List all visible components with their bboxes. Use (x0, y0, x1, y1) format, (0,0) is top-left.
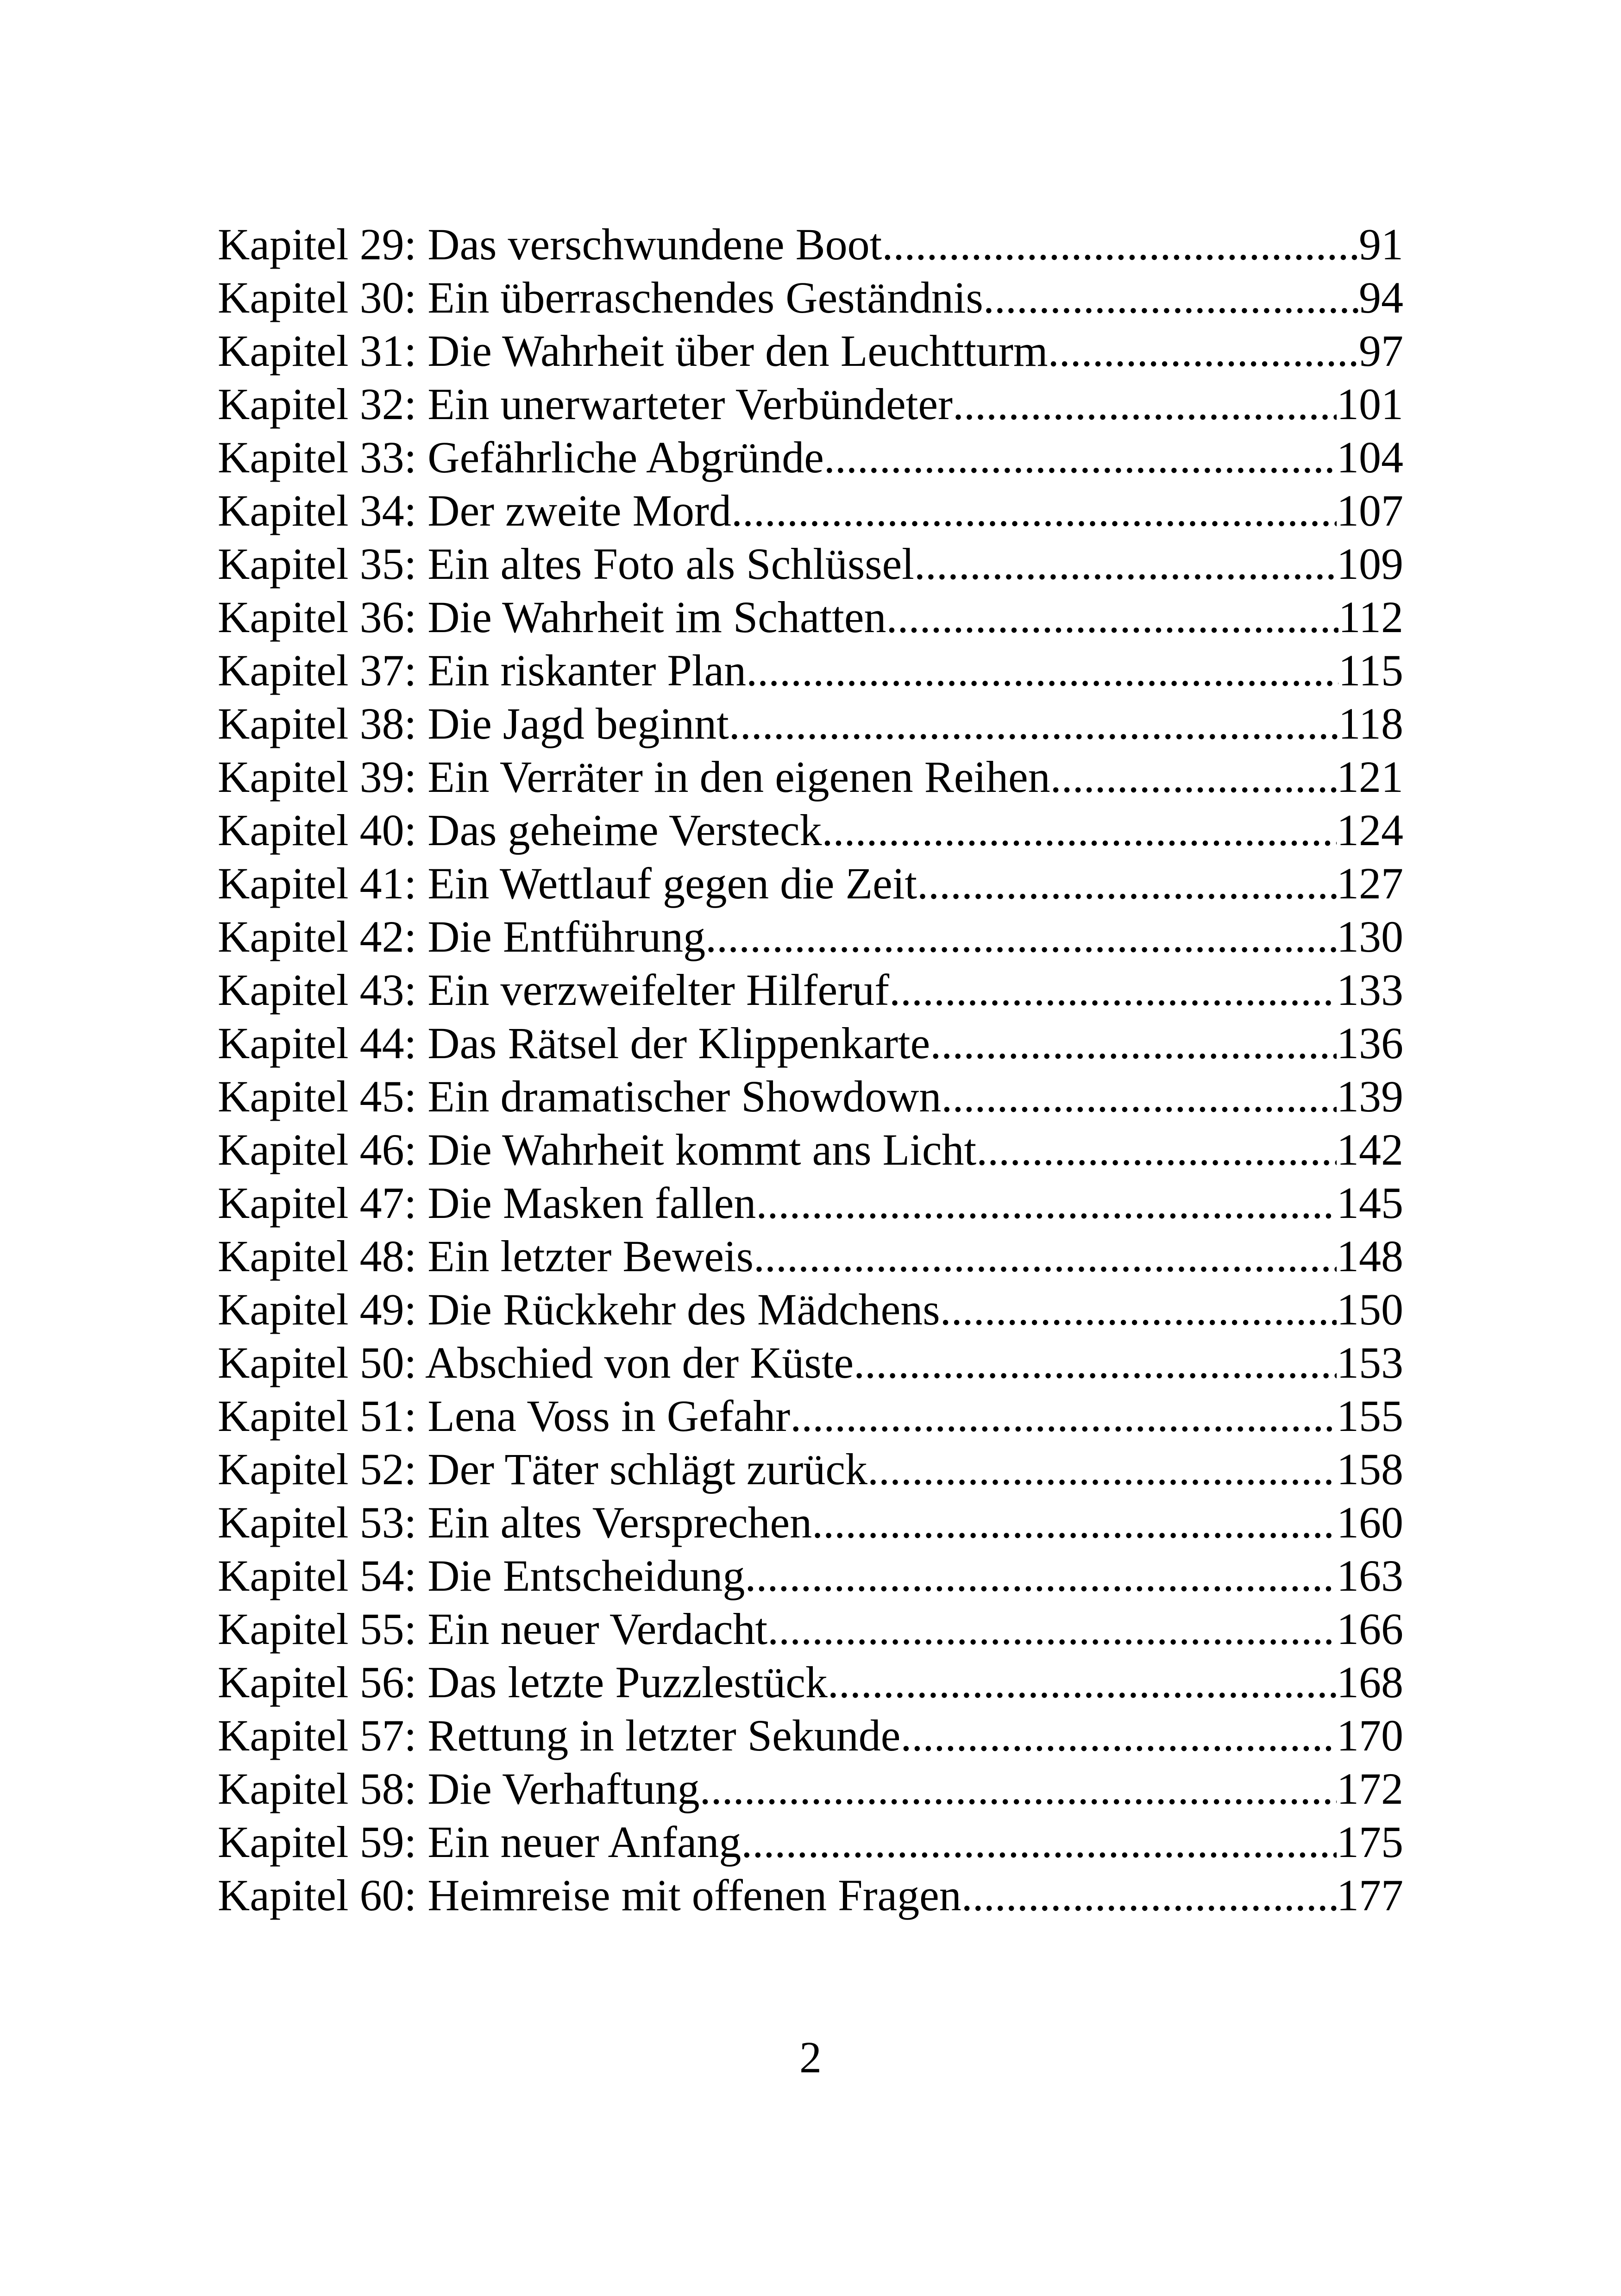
toc-entry-page: 104 (1337, 433, 1403, 482)
toc-entry-title: Kapitel 49: Die Rückkehr des Mädchens (218, 1285, 940, 1334)
toc-entry-page: 133 (1337, 965, 1403, 1015)
toc-entry (218, 1815, 1403, 1869)
toc-entry-title: Kapitel 39: Ein Verräter in den eigenen Reihen (218, 752, 1050, 802)
toc-entry-page: 91 (1359, 220, 1403, 269)
toc-dot-leader (1050, 750, 1337, 803)
toc-entry-page: 136 (1337, 1018, 1403, 1068)
toc-entry (218, 271, 1403, 324)
toc-entry-page: 170 (1337, 1711, 1403, 1760)
toc-entry (218, 1709, 1403, 1762)
toc-entry (218, 431, 1403, 484)
toc-dot-leader (867, 1443, 1337, 1496)
toc-entry-title: Kapitel 29: Das verschwundene Boot (218, 220, 882, 269)
toc-entry (218, 1602, 1403, 1656)
toc-entry-page: 115 (1338, 646, 1403, 695)
toc-entry (218, 1283, 1403, 1336)
toc-entry-page: 121 (1337, 752, 1403, 802)
toc-dot-leader (767, 1602, 1337, 1656)
toc-entry (218, 1762, 1403, 1815)
toc-dot-leader (940, 1283, 1337, 1336)
toc-entry-page: 97 (1359, 326, 1403, 376)
toc-entry-page: 163 (1337, 1551, 1403, 1600)
toc-entry-page: 168 (1337, 1657, 1403, 1707)
toc-dot-leader (882, 218, 1359, 271)
toc-entry (218, 1176, 1403, 1230)
toc-entry-page: 142 (1337, 1125, 1403, 1174)
toc-dot-leader (953, 377, 1337, 431)
toc-entry-page: 124 (1337, 805, 1403, 855)
toc-entry-title: Kapitel 45: Ein dramatischer Showdown (218, 1072, 942, 1121)
toc-entry-page: 175 (1337, 1817, 1403, 1867)
toc-dot-leader (889, 963, 1337, 1016)
toc-entry (218, 697, 1403, 750)
toc-dot-leader (854, 1336, 1337, 1389)
toc-entry-title: Kapitel 48: Ein letzter Beweis (218, 1231, 754, 1281)
toc-entry-page: 94 (1359, 273, 1403, 322)
toc-entry (218, 963, 1403, 1016)
toc-dot-leader (828, 1656, 1337, 1709)
toc-entry-title: Kapitel 56: Das letzte Puzzlestück (218, 1657, 828, 1707)
toc-entry-page: 172 (1337, 1764, 1403, 1813)
toc-entry-title: Kapitel 57: Rettung in letzter Sekunde (218, 1711, 901, 1760)
toc-entry (218, 910, 1403, 963)
toc-entry-title: Kapitel 41: Ein Wettlauf gegen die Zeit (218, 859, 917, 908)
table-of-contents (218, 218, 1403, 1922)
toc-entry-page: 177 (1337, 1870, 1403, 1920)
toc-dot-leader (756, 1176, 1337, 1230)
toc-dot-leader (741, 1815, 1337, 1869)
toc-dot-leader (983, 271, 1359, 324)
toc-dot-leader (961, 1869, 1337, 1922)
toc-dot-leader (729, 697, 1338, 750)
toc-entry-page: 150 (1337, 1285, 1403, 1334)
toc-entry (218, 750, 1403, 803)
toc-entry (218, 590, 1403, 644)
toc-entry-title: Kapitel 53: Ein altes Versprechen (218, 1498, 812, 1547)
toc-entry-title: Kapitel 59: Ein neuer Anfang (218, 1817, 741, 1867)
toc-entry-title: Kapitel 31: Die Wahrheit über den Leuchtturm (218, 326, 1048, 376)
toc-entry-title: Kapitel 37: Ein riskanter Plan (218, 646, 747, 695)
toc-dot-leader (700, 1762, 1337, 1815)
toc-entry (218, 377, 1403, 431)
toc-entry (218, 324, 1403, 377)
toc-dot-leader (822, 803, 1337, 857)
toc-entry-title: Kapitel 33: Gefährliche Abgründe (218, 433, 824, 482)
toc-entry-page: 139 (1337, 1072, 1403, 1121)
toc-entry-title: Kapitel 34: Der zweite Mord (218, 486, 731, 535)
toc-entry (218, 1016, 1403, 1070)
toc-entry-page: 127 (1337, 859, 1403, 908)
toc-dot-leader (886, 590, 1338, 644)
toc-entry-page: 130 (1337, 912, 1403, 961)
toc-entry-title: Kapitel 42: Die Entführung (218, 912, 706, 961)
toc-entry-page: 155 (1337, 1391, 1403, 1441)
toc-entry (218, 218, 1403, 271)
toc-entry (218, 857, 1403, 910)
page-number: 2 (799, 2033, 822, 2082)
toc-entry-title: Kapitel 30: Ein überraschendes Geständnis (218, 273, 983, 322)
toc-entry-title: Kapitel 46: Die Wahrheit kommt ans Licht (218, 1125, 977, 1174)
toc-dot-leader (941, 1070, 1337, 1123)
toc-entry-title: Kapitel 44: Das Rätsel der Klippenkarte (218, 1018, 930, 1068)
toc-entry (218, 644, 1403, 697)
toc-entry (218, 484, 1403, 537)
toc-dot-leader (812, 1496, 1337, 1549)
toc-entry-title: Kapitel 55: Ein neuer Verdacht (218, 1604, 768, 1654)
toc-dot-leader (754, 1230, 1337, 1283)
toc-entry (218, 1389, 1403, 1443)
toc-entry-title: Kapitel 32: Ein unerwarteter Verbündeter (218, 379, 953, 429)
toc-entry-title: Kapitel 38: Die Jagd beginnt (218, 699, 729, 748)
toc-dot-leader (790, 1389, 1337, 1443)
toc-entry-page: 118 (1338, 699, 1403, 748)
toc-entry (218, 803, 1403, 857)
toc-entry-title: Kapitel 50: Abschied von der Küste (218, 1338, 854, 1387)
toc-entry-title: Kapitel 58: Die Verhaftung (218, 1764, 700, 1813)
toc-entry-title: Kapitel 36: Die Wahrheit im Schatten (218, 592, 886, 642)
toc-entry-title: Kapitel 52: Der Täter schlägt zurück (218, 1444, 868, 1494)
toc-entry-title: Kapitel 47: Die Masken fallen (218, 1178, 756, 1228)
toc-entry-title: Kapitel 60: Heimreise mit offenen Fragen (218, 1870, 961, 1920)
toc-entry (218, 1230, 1403, 1283)
toc-entry-page: 148 (1337, 1231, 1403, 1281)
toc-entry-title: Kapitel 35: Ein altes Foto als Schlüssel (218, 539, 914, 589)
toc-dot-leader (746, 644, 1338, 697)
toc-entry-page: 145 (1337, 1178, 1403, 1228)
toc-dot-leader (917, 857, 1337, 910)
toc-entry-title: Kapitel 40: Das geheime Versteck (218, 805, 822, 855)
toc-entry (218, 1549, 1403, 1602)
toc-entry (218, 1869, 1403, 1922)
toc-dot-leader (976, 1123, 1337, 1176)
toc-entry (218, 1656, 1403, 1709)
toc-dot-leader (930, 1016, 1337, 1070)
toc-entry (218, 1496, 1403, 1549)
toc-dot-leader (824, 431, 1337, 484)
toc-entry-page: 112 (1338, 592, 1403, 642)
toc-entry-page: 153 (1337, 1338, 1403, 1387)
toc-dot-leader (705, 910, 1337, 963)
toc-entry (218, 1443, 1403, 1496)
toc-dot-leader (731, 484, 1337, 537)
toc-dot-leader (914, 537, 1337, 590)
toc-entry (218, 1070, 1403, 1123)
toc-entry-title: Kapitel 54: Die Entscheidung (218, 1551, 745, 1600)
toc-dot-leader (745, 1549, 1337, 1602)
toc-entry-page: 166 (1337, 1604, 1403, 1654)
toc-entry-page: 158 (1337, 1444, 1403, 1494)
toc-entry-page: 101 (1337, 379, 1403, 429)
toc-dot-leader (1048, 324, 1359, 377)
toc-entry-page: 160 (1337, 1498, 1403, 1547)
toc-dot-leader (900, 1709, 1337, 1762)
toc-entry-title: Kapitel 51: Lena Voss in Gefahr (218, 1391, 791, 1441)
toc-entry-page: 107 (1337, 486, 1403, 535)
toc-entry (218, 1336, 1403, 1389)
toc-entry (218, 537, 1403, 590)
toc-entry-title: Kapitel 43: Ein verzweifelter Hilferuf (218, 965, 890, 1015)
toc-entry (218, 1123, 1403, 1176)
toc-entry-page: 109 (1337, 539, 1403, 589)
